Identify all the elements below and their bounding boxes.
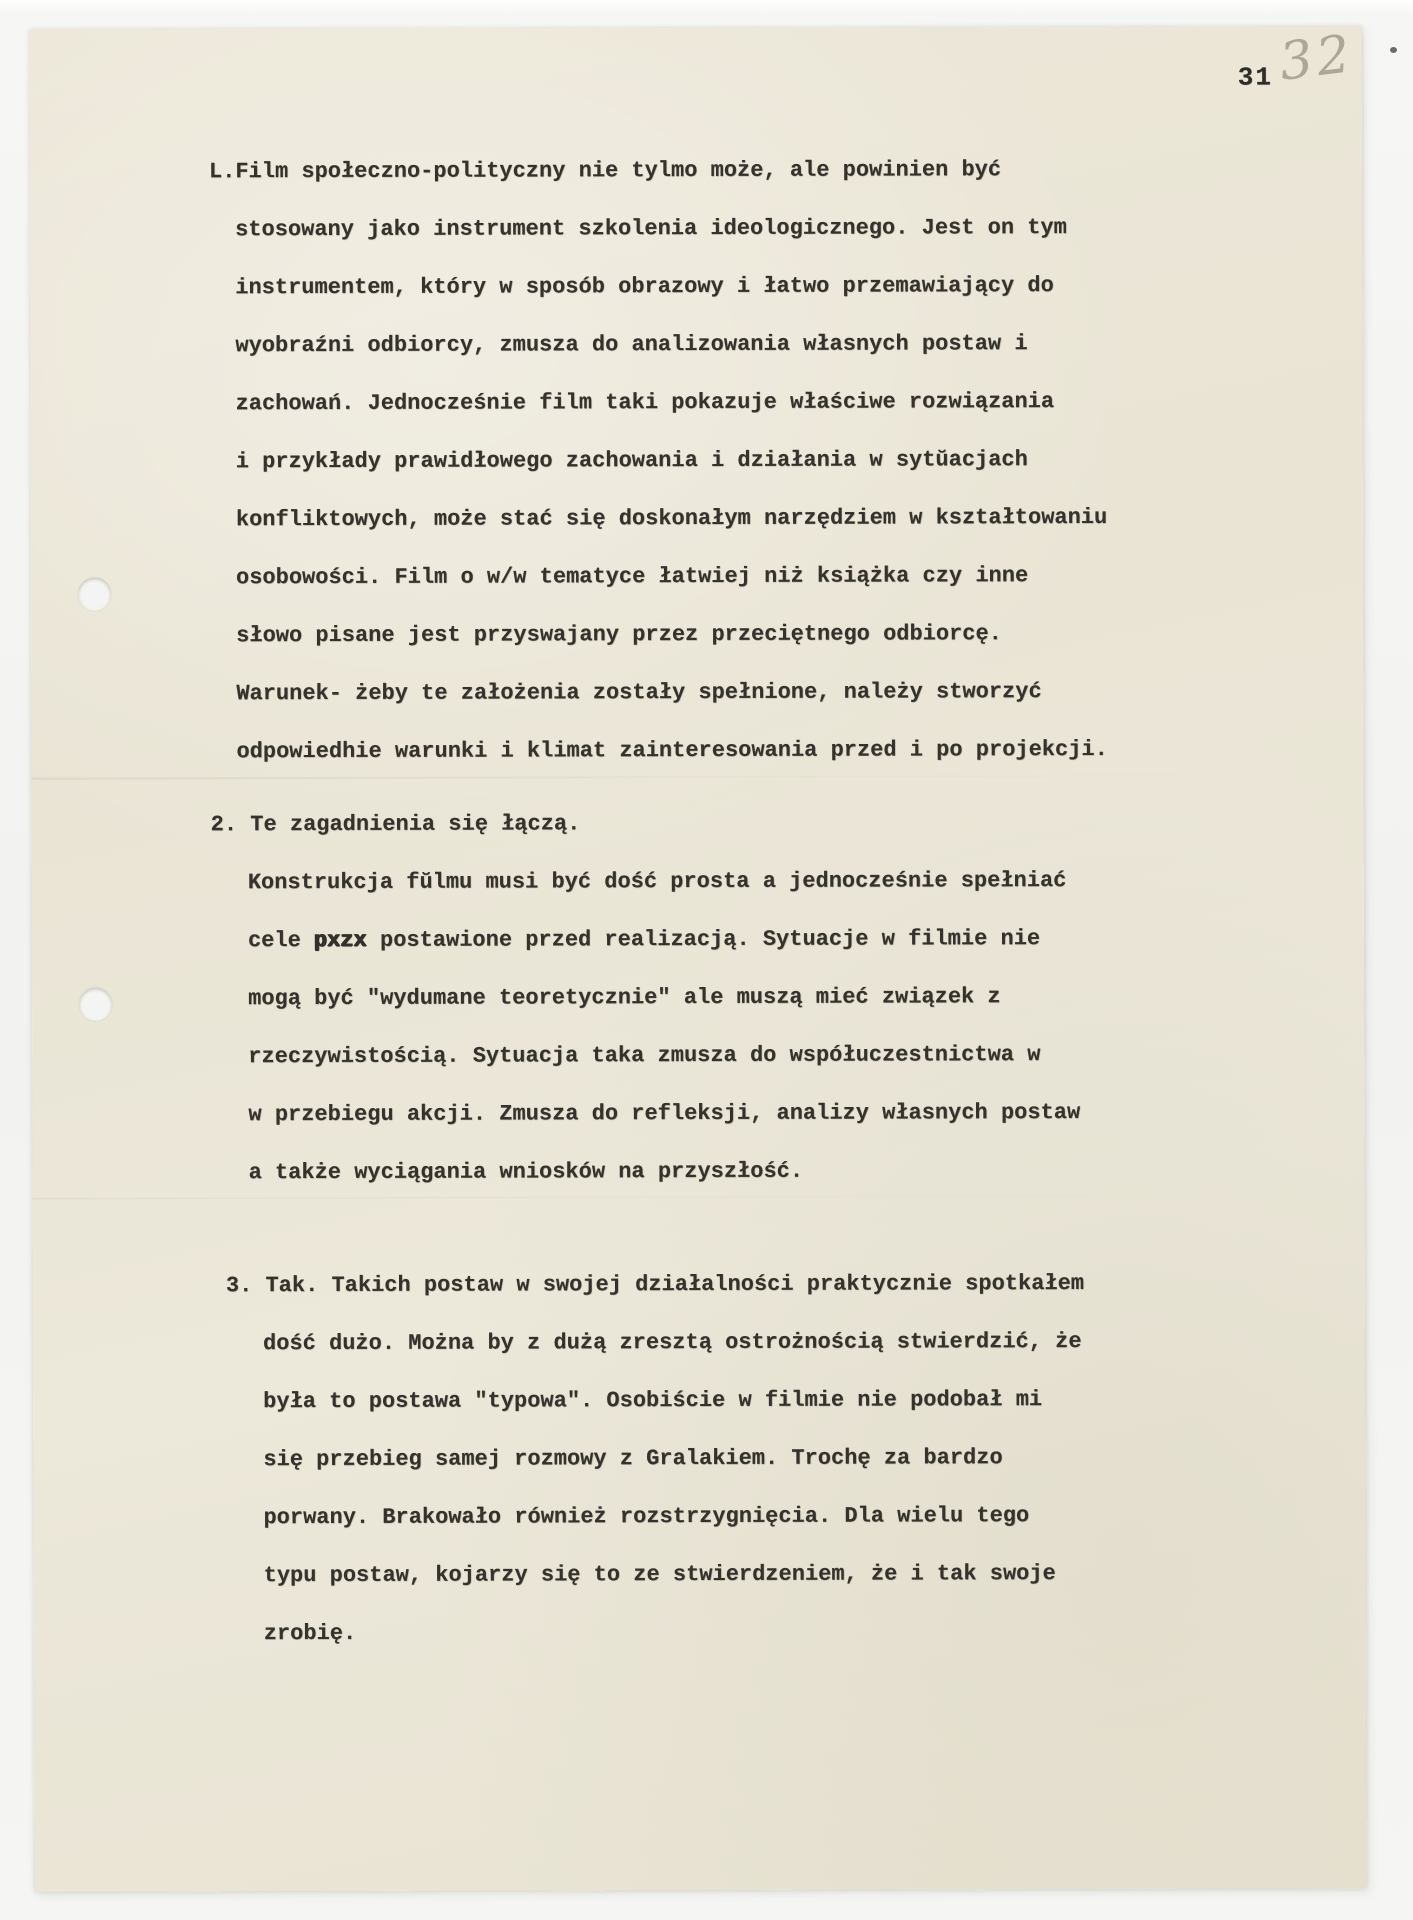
document-page xyxy=(30,23,1367,1891)
ink-dot xyxy=(1390,47,1397,53)
typewritten-line: typu postaw, kojarzy się to ze stwierdzeniem, że i tak swoje xyxy=(263,1561,1056,1589)
paragraph-3 xyxy=(225,1267,1085,1675)
line-segment: cele xyxy=(247,928,314,954)
typewritten-line: odpowiedhie warunki i klimat zainteresowania przed i po projekcji. xyxy=(236,736,1108,765)
typewritten-line: 2. Te zagadnienia się łączą. xyxy=(210,811,581,838)
typewritten-line: stosowany jako instrument szkolenia ideologicznego. Jest on tym xyxy=(235,215,1067,243)
typewritten-line: osobowości. Film o w/w tematyce łatwiej niż książka czy inne xyxy=(235,563,1029,591)
typewritten-line: w przebiegu akcji. Zmusza do refleksji, analizy własnych postaw xyxy=(248,1100,1081,1128)
typewritten-line xyxy=(248,922,1080,982)
typewritten-line: L.Film społeczno-polityczny nie tylmo może, ale powinien być xyxy=(208,157,1002,185)
typewritten-line: dość dużo. Można by z dużą zresztą ostrożnością stwierdzić, że xyxy=(262,1328,1082,1357)
typewritten-line: 3. Tak. Takich postaw w swojej działalności praktycznie spotkałem xyxy=(225,1270,1085,1299)
typewritten-line: mogą być "wydumane teoretycznie" ale muszą mieć związek z xyxy=(248,984,1001,1012)
typewritten-line: wyobraźni odbiorcy, zmusza do analizowania własnych postaw i xyxy=(235,331,1028,359)
typewritten-line: zrobię. xyxy=(263,1620,357,1647)
typewritten-line: instrumentem, który w sposób obrazowy i łatwo przemawiający do xyxy=(235,273,1054,301)
page-number-typed: 31 xyxy=(1237,62,1273,93)
paragraph-1 xyxy=(208,153,1108,793)
paragraph-2 xyxy=(210,806,1081,1214)
typewritten-line: zachowań. Jednocześnie film taki pokazuje właściwe rozwiązania xyxy=(235,389,1055,417)
typewritten-line: była to postawa "typowa". Osobiście w filmie nie podobał mi xyxy=(263,1387,1043,1415)
hole-punch-bottom xyxy=(79,988,112,1021)
typewritten-line: konfliktowych, może stać się doskonałym narzędziem w kształtowaniu xyxy=(235,504,1108,533)
crossed-out-word: pxzx xyxy=(313,927,367,954)
line-segment: postawione przed realizacją. Sytuacje w filmie nie xyxy=(366,926,1041,953)
hole-punch-top xyxy=(78,578,111,611)
typewritten-line: Warunek- żeby te założenia zostały spełnione, należy stworzyć xyxy=(236,679,1042,707)
typewritten-line: a także wyciągania wniosków na przyszłość. xyxy=(248,1158,804,1186)
typewritten-line: słowo pisane jest przyswajany przez przeciętnego odbiorcę. xyxy=(236,621,1002,649)
typewritten-line: porwany. Brakowało również rozstrzygnięcia. Dla wielu tego xyxy=(263,1503,1030,1531)
page-number-handwritten: 32 xyxy=(1276,23,1358,93)
typewritten-line: i przykłady prawidłowego zachowania i działania w sytŭacjach xyxy=(235,447,1028,475)
typewritten-line: rzeczywistością. Sytuacja taka zmusza do współuczestnictwa w xyxy=(248,1042,1041,1070)
typewritten-line: się przebieg samej rozmowy z Gralakiem. Trochę za bardzo xyxy=(263,1445,1003,1473)
typewritten-line: Konstrukcja fŭlmu musi być dość prosta a jednocześnie spełniać xyxy=(247,868,1067,896)
